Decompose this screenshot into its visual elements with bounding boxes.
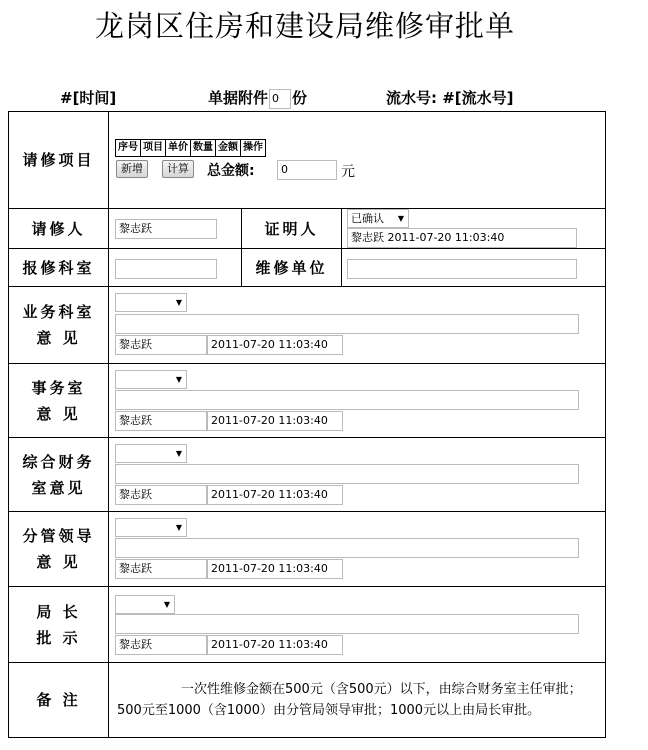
- approval-label-line2: 意 见: [36, 404, 81, 423]
- column-header: 数量: [191, 140, 216, 157]
- column-header: 操作: [241, 140, 266, 157]
- witness-label: 证明人: [242, 209, 342, 249]
- currency-unit: 元: [341, 164, 355, 180]
- approval-label: [9, 512, 109, 587]
- approval-label: [9, 587, 109, 663]
- remark-label: 备 注: [9, 663, 109, 738]
- witness-select-value: 已确认: [351, 212, 384, 225]
- attachment-suffix: 份: [292, 89, 308, 107]
- repair-items-table: [115, 139, 266, 157]
- witness-select[interactable]: [347, 209, 409, 228]
- opinion-field[interactable]: [115, 314, 579, 334]
- approval-row: [9, 364, 606, 438]
- department-row: [9, 249, 606, 287]
- approval-label-line2: 意 见: [36, 553, 81, 571]
- serial-value: #[流水号]: [442, 89, 514, 107]
- attachment-count-input[interactable]: 0: [269, 89, 291, 109]
- attachment-prefix: 单据附件: [208, 89, 269, 107]
- total-amount-field[interactable]: 0: [277, 160, 337, 180]
- approval-label: [9, 364, 109, 438]
- approval-cell: [109, 438, 606, 512]
- approval-label-line2: 室意见: [31, 478, 86, 497]
- attachment-info: [208, 87, 307, 109]
- remark-row: [9, 663, 606, 738]
- chevron-down-icon: ▼: [175, 375, 182, 384]
- approval-row: [9, 587, 606, 663]
- approval-label-line2: 意 见: [36, 329, 81, 347]
- approval-row: [9, 438, 606, 512]
- repair-items-row: [9, 112, 606, 209]
- column-header: 金额: [216, 140, 241, 157]
- signer-field[interactable]: 黎志跃: [115, 335, 207, 355]
- opinion-field[interactable]: [115, 390, 579, 410]
- witness-stamp-field[interactable]: 黎志跃 2011-07-20 11:03:40: [347, 228, 577, 248]
- report-dept-cell: [109, 249, 242, 287]
- requester-field[interactable]: 黎志跃: [115, 219, 217, 239]
- add-item-button[interactable]: 新增: [116, 160, 148, 178]
- approval-row: [9, 512, 606, 587]
- page-title: 龙岗区住房和建设局维修审批单: [94, 9, 515, 43]
- opinion-select[interactable]: [115, 595, 175, 614]
- repair-items-label: 请修项目: [9, 112, 109, 209]
- column-header: 序号: [116, 140, 141, 157]
- chevron-down-icon: ▼: [397, 214, 404, 223]
- approval-row: [9, 287, 606, 364]
- approval-label-line1: 综合财务: [22, 452, 95, 471]
- approval-form: [8, 111, 606, 738]
- opinion-field[interactable]: [115, 614, 579, 634]
- approval-label-line1: 局 长: [36, 602, 81, 621]
- serial-label: 流水号:: [386, 89, 437, 107]
- opinion-field[interactable]: [115, 464, 579, 484]
- repair-items-header: [116, 140, 266, 157]
- approval-cell: [109, 512, 606, 587]
- witness-cell: [342, 209, 606, 249]
- opinion-select[interactable]: [115, 444, 187, 463]
- approval-cell: [109, 287, 606, 364]
- repair-unit-label: 维修单位: [242, 249, 342, 287]
- requester-cell: [109, 209, 242, 249]
- calculate-button[interactable]: 计算: [162, 160, 194, 178]
- remark-cell: [109, 663, 606, 738]
- approval-label-line1: 分管领导: [22, 527, 95, 545]
- chevron-down-icon: ▼: [175, 298, 182, 307]
- signer-field[interactable]: 黎志跃: [115, 411, 207, 431]
- opinion-select[interactable]: [115, 370, 187, 389]
- opinion-field[interactable]: [115, 538, 579, 558]
- signer-field[interactable]: 黎志跃: [115, 485, 207, 505]
- approval-label-line2: 批 示: [36, 628, 81, 647]
- approval-cell: [109, 364, 606, 438]
- requester-label: 请修人: [9, 209, 109, 249]
- report-dept-label: 报修科室: [9, 249, 109, 287]
- signer-field[interactable]: 黎志跃: [115, 635, 207, 655]
- serial-number: [386, 87, 514, 109]
- column-header: 项目: [141, 140, 166, 157]
- opinion-select[interactable]: [115, 518, 187, 537]
- report-dept-field[interactable]: [115, 259, 217, 279]
- repair-items-cell: [109, 112, 606, 209]
- approval-label-line1: 事务室: [31, 378, 86, 397]
- remark-text: 一次性维修金额在500元（含500元）以下，由综合财务室主任审批；500元至1000（含1000）由分管局领导审批；1000元以上由局长审批。: [117, 682, 582, 718]
- chevron-down-icon: ▼: [175, 523, 182, 532]
- approval-label: [9, 287, 109, 364]
- repair-unit-field[interactable]: [347, 259, 577, 279]
- opinion-select[interactable]: [115, 293, 187, 312]
- sign-time-field[interactable]: 2011-07-20 11:03:40: [207, 635, 343, 655]
- repair-unit-cell: [342, 249, 606, 287]
- approval-label-line1: 业务科室: [22, 303, 95, 321]
- approval-cell: [109, 587, 606, 663]
- time-text: #[时间]: [60, 89, 117, 107]
- sign-time-field[interactable]: 2011-07-20 11:03:40: [207, 559, 343, 579]
- chevron-down-icon: ▼: [175, 449, 182, 458]
- time-placeholder: [60, 87, 116, 109]
- sign-time-field[interactable]: 2011-07-20 11:03:40: [207, 411, 343, 431]
- column-header: 单价: [166, 140, 191, 157]
- total-label: 总金额:: [207, 163, 255, 179]
- chevron-down-icon: ▼: [163, 600, 170, 609]
- sign-time-field[interactable]: 2011-07-20 11:03:40: [207, 335, 343, 355]
- requester-row: [9, 209, 606, 249]
- approval-label: [9, 438, 109, 512]
- sign-time-field[interactable]: 2011-07-20 11:03:40: [207, 485, 343, 505]
- signer-field[interactable]: 黎志跃: [115, 559, 207, 579]
